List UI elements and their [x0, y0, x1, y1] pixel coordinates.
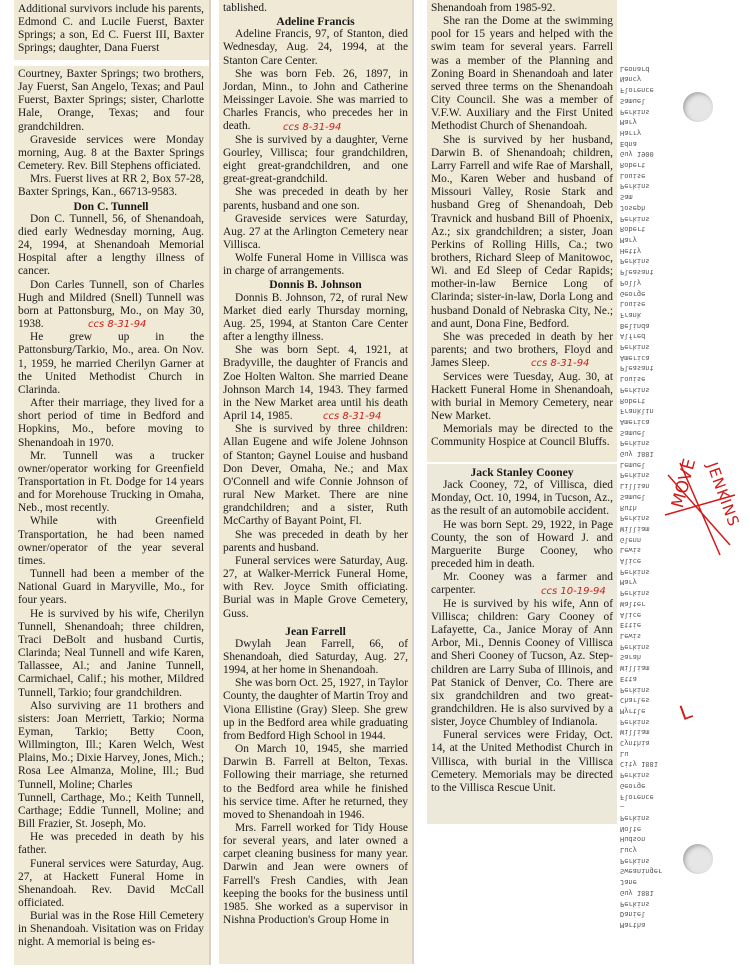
paragraph: Donnis B. Johnson, 72, of rural New Market died early Thursday morning, Aug. 25, 1994, at Stanton Care Center after a lengthy illness. [223, 291, 408, 344]
bleed-line: Perkins [620, 439, 650, 448]
article-text [431, 2, 613, 449]
paragraph: She was preceded in death by her parents; and two brothers, Floyd and James Sleep. [431, 330, 613, 370]
paragraph: Memorials may be directed to the Community Hospice at Council Bluffs. [431, 423, 613, 449]
paragraph: She was preceded in death by her parents and husband. [223, 528, 408, 554]
bleed-line: Polly [620, 278, 642, 287]
bleed-line: William [620, 728, 650, 737]
bleed-line: Lewis [620, 546, 642, 555]
paragraph: Don C. Tunnell, 56, of Shenandoah, died early Wednesday morning, Aug. 24, 1994, at Shenandoah Memorial Hospital after a lengthy illness of cancer. [18, 212, 204, 278]
punch-hole-bottom [683, 844, 713, 874]
paragraph: Tunnell, Carthage, Mo.; Keith Tunnell, Carthage; Eddie Tunnell, Moline; and Bill Frazier, St. Joseph, Mo. [18, 791, 204, 831]
paragraph: She is survived by her husband, Darwin B. of Shenandoah; children, Larry Farrell and wife Rae of Marshall, Mo., Karen Weber and husband of Missouri Valley, Rosie Stark and husband Greg of Shenandoah, Deb Travnick and husband Bill of Phoenix, Az.; six grandchildren; a sister, Joan Perkins of Rolling Hills, Ca.; two brothers, Richard Sleep of Manitowoc, Wi. and Ed Sleep of Cedar Rapids; mother-in-law Bernice Long of Clarinda; sister-in-law, Dorla Long and husband Donald of Nebraska City, Ne.; and aunt, Dona Fine, Bedford. [431, 133, 613, 330]
handwritten-note: ccs 8-31-94 [323, 411, 382, 423]
bleed-line: Robert [620, 161, 646, 170]
paragraph: He grew up in the Pattonsburg/Tarkio, Mo., area. On Nov. 1, 1959, he married Cherilyn Garner at the United Methodist Church in Clarinda. [18, 331, 204, 396]
paragraph: He was born Sept. 29, 1922, in Page County, the son of Howard J. and Marguerite Burge Cooney, who preceded him in death. [431, 518, 613, 571]
bleed-line: Perkins [620, 589, 650, 598]
handwritten-move: MOVE [668, 456, 701, 511]
paragraph: After their marriage, they lived for a short period of time in Bedford and Hopkins, Mo., before moving to Shenandoah in 1970. [18, 397, 204, 449]
paragraph: Funeral services were Saturday, Aug. 27, at Walker-Merrick Funeral Home, with Rev. Joyce Smith officiating. Burial was in Maple Grove Cemetery, Guss. [223, 554, 408, 620]
bleed-line: America [620, 417, 650, 426]
punch-hole-top [683, 92, 713, 122]
paragraph: Mrs. Fuerst lives at RR 2, Box 57-28, Baxter Springs, Kan., 66713-9583. [18, 173, 204, 199]
paragraph: Services were Tuesday, Aug. 30, at Hackett Funeral Home in Shenandoah, with burial in Memory Cemetery, near New Market. [431, 370, 613, 422]
paragraph: She was born Sept. 4, 1921, at Bradyville, the daughter of Francis and Zoe Holten Walton. She married Deane Johnson March 14, 1943. They farmed in the New Market area until his death April 14, 1985. [223, 344, 408, 422]
obituary-heading: Don C. Tunnell [73, 199, 149, 213]
clipping-col1-main [14, 66, 209, 965]
bleed-line: Sweaninger [620, 867, 663, 876]
bleed-line: Perkins [620, 514, 650, 523]
paragraph: Shenandoah from 1985-92. [431, 2, 556, 14]
bleed-line: Lewis [620, 632, 642, 641]
bleed-line: Ettie [620, 621, 642, 630]
handwritten-note: ccs 10-19-94 [541, 585, 606, 597]
handwritten-note: ccs 8-31-94 [283, 121, 342, 133]
bleed-line: George [620, 781, 646, 790]
obituary-heading: Jack Stanley Cooney [470, 466, 574, 479]
bleed-line: Nancy [620, 75, 642, 84]
bleed-line: Perkins [620, 385, 650, 394]
bleed-line: Louise [620, 171, 646, 180]
bleed-line: Leonard [620, 64, 650, 73]
bleed-line: Florence [620, 792, 654, 801]
bleed-line: Perkins [620, 685, 650, 694]
paragraph: Mrs. Farrell worked for Tidy House for several years, and later owned a carpet cleaning business for many year. Darwin and Jean were owners of Farrell's Fresh Candies, with Jean keeping the books for the business until 1985. She worked as a supervisor in Nishna Production's Group Home in [223, 822, 408, 927]
bleed-line: Alfred [620, 332, 646, 341]
bleed-line: Lemuel [620, 460, 646, 469]
paragraph: Funeral services were Friday, Oct. 14, at the United Methodist Church in Villisca, with burial in the Villisca Cemetery. Memorials may be directed to the Villisca Rescue Unit. [431, 729, 613, 794]
bleed-line: Charles [620, 696, 650, 705]
bleed-line: Guy 1900 [620, 150, 654, 159]
paragraph: Funeral services were Saturday, Aug. 27, at Hackett Funeral Home in Shenandoah. Rev. David McCall officiated. [18, 857, 204, 909]
bleed-line: Myrtle [620, 706, 646, 715]
bleed-line: Martha [620, 921, 646, 929]
paragraph: Additional survivors include his parents, Edmond C. and Lucile Fuerst, Baxter Springs; a son, Ed C. Fuerst III, Baxter Springs; daughter, Dana Fuerst [18, 3, 204, 55]
bleed-line: Perkins [620, 107, 650, 116]
bleed-line: Samuel [620, 428, 646, 437]
article-text [223, 2, 408, 927]
clipping-col2 [219, 0, 412, 964]
bleed-line: Etta [620, 674, 637, 683]
bleed-line: Guy 1881 [620, 450, 654, 459]
bleed-line: Jane [620, 878, 637, 887]
paragraph: Mr. Tunnell was a trucker owner/operator working for Greenfield Transportation in Ft. Dodge for 14 years and for Morehouse Trucking in Omaha, Neb., most recently. [18, 449, 204, 515]
bleed-line: Sam [620, 193, 633, 202]
paragraph: Graveside services were Saturday, Aug. 27 at the Arlington Cemetery near Villisca. [223, 212, 408, 251]
bleed-line: Perkins [620, 856, 650, 865]
bleed-line: Perkins [620, 182, 650, 191]
bleed-line: Perkins [620, 771, 650, 780]
paragraph: Burial was in the Rose Hill Cemetery in Shenandoah. Visitation was on Friday night. A memorial is being es- [18, 910, 204, 949]
paragraph: She is survived by a daughter, Verne Gourley, Villisca; four grandchildren, eight great-grandchildren, and one great-great-grandchild. [223, 133, 408, 186]
bleed-line: William [620, 664, 650, 673]
paragraph: While with Greenfield Transportation, he had been named owner/operator of the year several times. [18, 515, 204, 567]
paragraph: Mr. Cooney was a farmer and carpenter. [431, 571, 613, 597]
paragraph: Dwylah Jean Farrell, 66, of Shenandoah, died Saturday, Aug. 27, 1994, at her home in Shenandoah. [223, 637, 408, 677]
bleed-line: Robert [620, 225, 646, 234]
paragraph: Adeline Francis, 97, of Stanton, died Wednesday, Aug. 24, 1994, at the Stanton Care Center. [223, 28, 408, 67]
bleed-line: Lillian [620, 482, 650, 491]
paragraph: Tunnell had been a member of the National Guard in Maryville, Mo., for four years. [18, 568, 204, 607]
bleed-line: Mary [620, 236, 637, 244]
bleed-line: Hetty [620, 246, 642, 255]
bleed-line: Alice [620, 557, 642, 566]
paragraph: She is survived by three children: Allan Eugene and wife Jolene Johnson of Stanton; Gaynel Louise and husband Don Dever, Omaha, Ne.; and Max O'Connell and wife Connie Johnson of rural New Market. There are nine grandchildren; and a sister, Ruth McCarthy of Bayant Point, Fl. [223, 423, 408, 528]
bleed-line: America [620, 353, 650, 362]
paragraph: She was born Oct. 25, 1927, in Taylor County, the daughter of Martin Troy and Viona Ellistine (Gray) Sleep. She grew up in the Bedford area while graduating from Bedford High School in 1944. [223, 677, 408, 742]
bleed-line: George [620, 289, 646, 298]
clipping-col1-top [14, 0, 209, 60]
handwritten-name: JENKINS [703, 460, 743, 530]
paragraph: Also surviving are 11 brothers and sisters: Joan Merriett, Tarkio; Norma Eyman, Tarkio; Betty Coon, Willmington, Ill.; Karen Welch, West Plains, Mo.; Dixie Harvey, Jones, Mich.; Rosa Lee Almanza, Moline, Ill.; Bud Tunnell, Moline; Charles [18, 699, 204, 791]
paragraph: She was preceded in death by her parents, husband and one son. [223, 186, 408, 212]
bleed-line: Frank [620, 310, 642, 319]
bleed-line: Pleasant [620, 364, 654, 373]
paragraph: He is survived by his wife, Cherilyn Tunnell, Shenandoah; three children, Traci DeBolt and husband Curtis, Clarinda; Neal Tunnell and wife Karen, Tallassee, Al.; and Janine Tunnell, Carmichael, Calif.; his mother, Mildred Tunnell, Tarkio; four grandchildren. [18, 607, 204, 699]
bleed-line: Glenn [620, 535, 642, 544]
paragraph: Jack Cooney, 72, of Villisca, died Monday, Oct. 10, 1994, in Tucson, Az., as the result of an automobile accident. [431, 479, 613, 518]
bleed-line: Belinda [620, 321, 650, 330]
paragraph: He is survived by his wife, Ann of Villisca; children: Gary Cooney of Lafayette, Ca., Janice Moray of Ann Arbor, Mi., Dennis Cooney of Villisca and Sheri Cooney of Tucson, Az. Step-children are Larry Suba of Illinois, and Pat Stanick of Denver, Co. There are six grandchildren and two great-grandchildren. He is also survived by a sister, Joyce Chumbley of Indianola. [431, 597, 613, 729]
bleed-line: Perkins [620, 813, 650, 822]
handwritten-note: ccs 8-31-94 [531, 358, 590, 370]
paragraph: He was preceded in death by his father. [18, 831, 204, 857]
bleed-line: Perkins [620, 214, 650, 223]
paragraph: Don Carles Tunnell, son of Charles Hugh and Mildred (Snell) Tunnell was born at Pattonsburg, Mo., on May 30, 1938. [18, 278, 204, 330]
paragraph: On March 10, 1945, she married Darwin B. Farrell at Belton, Texas. Following their marriage, she returned to the Bedford area while he finished his service time. After he returned, they moved to Shenandoah in 1946. [223, 743, 408, 821]
bleed-line: Samuel [620, 492, 646, 501]
bleed-line: Harry [620, 128, 642, 137]
bleed-line: Perkins [620, 343, 650, 352]
bleed-line: Alice [620, 610, 642, 619]
bleed-line: Samuel [620, 96, 646, 105]
obituary-heading: Jean Farrell [285, 624, 346, 638]
bleed-line: Walter [620, 599, 646, 608]
bleed-line: Daniel [620, 910, 646, 919]
paragraph: She was born Feb. 26, 1897, in Jordan, Minn., to John and Catherine Meissinger Lavoie. She was married to Charles Francis, who precedes her in death. [223, 67, 408, 133]
clipping-edge [209, 0, 211, 965]
bleed-line: Perkins [620, 257, 650, 266]
bleed-line: Ruth [620, 503, 637, 512]
bleed-line: Edna [620, 139, 637, 148]
bleed-line: Mary [620, 578, 637, 587]
bleed-line: City 1881 [620, 760, 658, 769]
bleed-line: Louise [620, 375, 646, 384]
bleed-line: Guy 1881 [620, 888, 654, 897]
clipping-col3-top [427, 0, 617, 462]
paragraph: tablished. [223, 2, 267, 14]
clipping-col3-cooney [427, 464, 617, 824]
bleed-line: Pleasant [620, 268, 654, 277]
bleed-line: Joseph [620, 203, 646, 212]
handwritten-check: L [676, 698, 695, 726]
bleed-line: William [620, 524, 650, 533]
article-text [431, 466, 613, 795]
article-text [18, 68, 204, 950]
bleed-line: Sarah [620, 653, 642, 662]
article-text [18, 3, 204, 56]
bleed-line: Perkins [620, 899, 650, 908]
paragraph: Wolfe Funeral Home in Villisca was in charge of arrangements. [223, 252, 408, 278]
bleed-line: Lu [620, 749, 629, 758]
bleed-line: Perkins [620, 642, 650, 651]
bleed-line: Perkins [620, 717, 650, 726]
paragraph: Courtney, Baxter Springs; two brothers, Jay Fuerst, San Angelo, Texas; and Paul Fuerst, Baxter Springs; sister, Charlotte Hale, Orange, Texas; and four grandchildren. [18, 68, 204, 133]
bleed-line: Cynthia [620, 739, 650, 748]
bleed-line: Hudson [620, 835, 646, 844]
bleed-line: Perkins [620, 471, 650, 480]
bleed-line: — [620, 803, 625, 812]
paragraph: Graveside services were Monday morning, Aug. 8 at the Baxter Springs Cemetery. Rev. Bill Stephens officiated. [18, 133, 204, 173]
paragraph: She ran the Dome at the swimming pool for 15 years and helped with the swim team for several years. Farrell was a member of the Planning and Zoning Board in Shenandoah and later served three terms on the Shenandoah City Council. She was a member of V.F.W. Auxiliary and the First United Methodist Church of Shenandoah. [431, 15, 613, 133]
clipping-edge [412, 0, 414, 964]
obituary-heading: Adeline Francis [276, 15, 355, 29]
bleed-line: Perkins [620, 567, 650, 576]
bleed-line: Florence [620, 86, 654, 95]
handwritten-scribble [660, 455, 740, 565]
obituary-heading: Donnis B. Johnson [269, 278, 362, 292]
bleed-line: Franklin [620, 407, 654, 416]
bleed-line: Louise [620, 300, 646, 309]
bleed-line: Lucy [620, 846, 637, 855]
bleed-line: Mary [620, 118, 637, 127]
bleed-line: Nolte [620, 824, 642, 833]
bleed-line: Robert [620, 396, 646, 405]
handwritten-note: ccs 8-31-94 [88, 319, 147, 331]
